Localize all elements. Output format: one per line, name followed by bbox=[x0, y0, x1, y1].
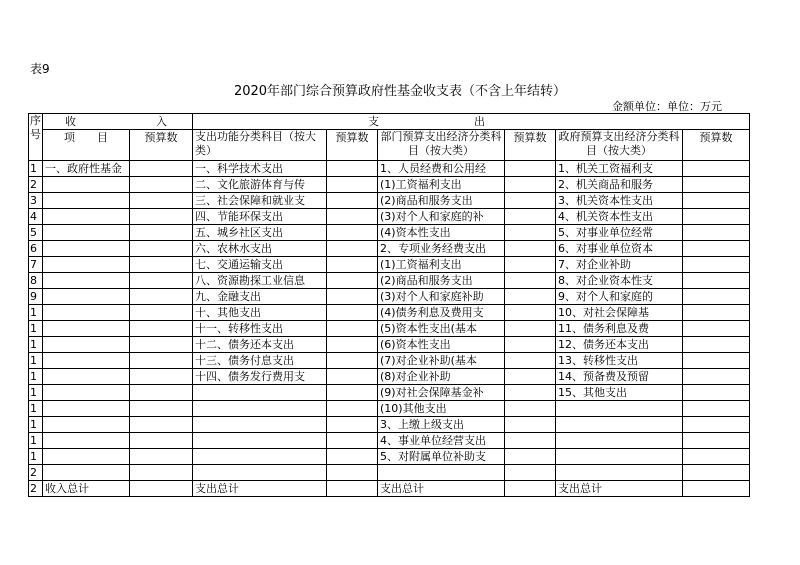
seq-cell: 9 bbox=[29, 289, 43, 305]
budget-cell bbox=[683, 273, 750, 289]
budget-cell bbox=[327, 417, 378, 433]
func-class-cell: 八、资源勘探工业信息 bbox=[193, 273, 327, 289]
budget-cell bbox=[683, 225, 750, 241]
budget-cell bbox=[505, 385, 556, 401]
table-row bbox=[29, 225, 750, 241]
table-row bbox=[29, 257, 750, 273]
item-cell bbox=[43, 321, 130, 337]
gov-econ-cell: 7、对企业补助 bbox=[556, 257, 683, 273]
dept-econ-cell: (1)工资福利支出 bbox=[378, 257, 505, 273]
gov-econ-cell: 12、债务还本支出 bbox=[556, 337, 683, 353]
budget-cell bbox=[683, 369, 750, 385]
budget-cell bbox=[683, 433, 750, 449]
budget-cell bbox=[683, 241, 750, 257]
gov-econ-cell: 1、机关工资福利支 bbox=[556, 161, 683, 177]
budget-header: 预算数 bbox=[505, 130, 556, 161]
budget-cell bbox=[327, 337, 378, 353]
budget-cell bbox=[505, 225, 556, 241]
gov-econ-cell: 4、机关资本性支出 bbox=[556, 209, 683, 225]
func-class-cell bbox=[193, 417, 327, 433]
table-row bbox=[29, 273, 750, 289]
budget-cell bbox=[683, 385, 750, 401]
budget-cell bbox=[683, 209, 750, 225]
item-cell bbox=[43, 177, 130, 193]
budget-cell bbox=[130, 209, 193, 225]
budget-cell bbox=[130, 433, 193, 449]
budget-cell bbox=[505, 417, 556, 433]
budget-table bbox=[28, 113, 750, 497]
budget-cell bbox=[327, 161, 378, 177]
table-row bbox=[29, 241, 750, 257]
budget-cell bbox=[130, 417, 193, 433]
func-class-cell: 十三、债务付息支出 bbox=[193, 353, 327, 369]
seq-cell: 8 bbox=[29, 273, 43, 289]
seq-cell: 4 bbox=[29, 209, 43, 225]
budget-cell bbox=[683, 305, 750, 321]
budget-cell bbox=[505, 177, 556, 193]
gov-econ-cell: 10、对社会保障基 bbox=[556, 305, 683, 321]
gov-econ-header: 政府预算支出经济分类科目（按大类） bbox=[556, 130, 683, 161]
budget-cell bbox=[327, 225, 378, 241]
seq-cell: 2 bbox=[29, 481, 43, 497]
seq-cell: 3 bbox=[29, 193, 43, 209]
budget-cell bbox=[505, 193, 556, 209]
table-row bbox=[29, 161, 750, 177]
dept-econ-cell: 4、事业单位经营支出 bbox=[378, 433, 505, 449]
item-cell bbox=[43, 433, 130, 449]
func-class-cell: 十四、债务发行费用支 bbox=[193, 369, 327, 385]
gov-econ-cell: 2、机关商品和服务 bbox=[556, 177, 683, 193]
func-class-cell: 一、科学技术支出 bbox=[193, 161, 327, 177]
item-cell bbox=[43, 401, 130, 417]
budget-cell bbox=[327, 433, 378, 449]
func-class-cell bbox=[193, 465, 327, 481]
budget-cell bbox=[505, 369, 556, 385]
dept-econ-cell: (4)资本性支出 bbox=[378, 225, 505, 241]
budget-cell bbox=[505, 289, 556, 305]
gov-econ-cell bbox=[556, 465, 683, 481]
func-class-cell: 六、农林水支出 bbox=[193, 241, 327, 257]
budget-cell bbox=[327, 353, 378, 369]
table-row bbox=[29, 465, 750, 481]
item-cell bbox=[43, 273, 130, 289]
func-class-cell: 十、其他支出 bbox=[193, 305, 327, 321]
func-class-cell: 二、文化旅游体育与传 bbox=[193, 177, 327, 193]
budget-cell bbox=[130, 353, 193, 369]
budget-cell bbox=[130, 177, 193, 193]
item-cell bbox=[43, 225, 130, 241]
dept-econ-cell: (1)工资福利支出 bbox=[378, 177, 505, 193]
budget-cell bbox=[683, 481, 750, 497]
func-class-cell bbox=[193, 401, 327, 417]
item-cell bbox=[43, 385, 130, 401]
expense-header: 支 出 bbox=[193, 114, 750, 130]
gov-econ-cell: 13、转移性支出 bbox=[556, 353, 683, 369]
dept-econ-cell: 5、对附属单位补助支 bbox=[378, 449, 505, 465]
dept-econ-cell: (2)商品和服务支出 bbox=[378, 273, 505, 289]
seq-cell: 1 bbox=[29, 401, 43, 417]
item-cell bbox=[43, 305, 130, 321]
dept-econ-cell bbox=[378, 465, 505, 481]
dept-econ-cell: (3)对个人和家庭补助 bbox=[378, 289, 505, 305]
budget-cell bbox=[327, 321, 378, 337]
header-row-2 bbox=[29, 130, 750, 161]
table-row bbox=[29, 369, 750, 385]
budget-cell bbox=[683, 465, 750, 481]
func-class-cell: 五、城乡社区支出 bbox=[193, 225, 327, 241]
dept-econ-cell: (3)对个人和家庭的补 bbox=[378, 209, 505, 225]
func-class-cell bbox=[193, 433, 327, 449]
func-class-cell: 九、金融支出 bbox=[193, 289, 327, 305]
table-row bbox=[29, 209, 750, 225]
budget-cell bbox=[327, 289, 378, 305]
seq-cell: 1 bbox=[29, 321, 43, 337]
dept-econ-cell: (6)资本性支出 bbox=[378, 337, 505, 353]
budget-header: 预算数 bbox=[130, 130, 193, 161]
budget-cell bbox=[327, 305, 378, 321]
table-row bbox=[29, 305, 750, 321]
item-cell bbox=[43, 465, 130, 481]
seq-cell: 7 bbox=[29, 257, 43, 273]
totals-row bbox=[29, 481, 750, 497]
table-row bbox=[29, 385, 750, 401]
gov-econ-cell: 9、对个人和家庭的 bbox=[556, 289, 683, 305]
budget-cell bbox=[683, 353, 750, 369]
seq-cell: 5 bbox=[29, 225, 43, 241]
budget-cell bbox=[327, 177, 378, 193]
budget-cell bbox=[505, 433, 556, 449]
item-cell bbox=[43, 369, 130, 385]
budget-cell bbox=[130, 401, 193, 417]
dept-econ-cell: (10)其他支出 bbox=[378, 401, 505, 417]
gov-econ-cell: 14、预备费及预留 bbox=[556, 369, 683, 385]
budget-cell bbox=[130, 289, 193, 305]
item-cell: 一、政府性基金 bbox=[43, 161, 130, 177]
budget-cell bbox=[505, 241, 556, 257]
budget-cell bbox=[505, 401, 556, 417]
seq-cell: 1 bbox=[29, 433, 43, 449]
table-row bbox=[29, 433, 750, 449]
item-cell bbox=[43, 193, 130, 209]
budget-cell bbox=[327, 385, 378, 401]
dept-econ-cell: (7)对企业补助(基本 bbox=[378, 353, 505, 369]
budget-cell bbox=[683, 449, 750, 465]
budget-cell bbox=[505, 273, 556, 289]
budget-cell bbox=[327, 449, 378, 465]
income-header: 收 入 bbox=[43, 114, 193, 130]
expense-total-label: 支出总计 bbox=[556, 481, 683, 497]
seq-header: 序号 bbox=[29, 114, 43, 161]
table-number: 表9 bbox=[30, 62, 50, 76]
budget-cell bbox=[505, 337, 556, 353]
budget-cell bbox=[327, 369, 378, 385]
budget-cell bbox=[683, 289, 750, 305]
budget-cell bbox=[130, 241, 193, 257]
gov-econ-cell: 6、对事业单位资本 bbox=[556, 241, 683, 257]
budget-cell bbox=[683, 257, 750, 273]
budget-cell bbox=[327, 193, 378, 209]
table-row bbox=[29, 353, 750, 369]
dept-econ-cell: 3、上缴上级支出 bbox=[378, 417, 505, 433]
dept-econ-cell: (4)债务利息及费用支 bbox=[378, 305, 505, 321]
budget-cell bbox=[130, 193, 193, 209]
budget-header: 预算数 bbox=[683, 130, 750, 161]
item-cell bbox=[43, 449, 130, 465]
budget-cell bbox=[130, 465, 193, 481]
budget-cell bbox=[130, 481, 193, 497]
seq-cell: 1 bbox=[29, 161, 43, 177]
item-cell bbox=[43, 257, 130, 273]
budget-cell bbox=[327, 401, 378, 417]
budget-cell bbox=[327, 257, 378, 273]
budget-cell bbox=[130, 337, 193, 353]
gov-econ-cell bbox=[556, 433, 683, 449]
table-row bbox=[29, 321, 750, 337]
budget-cell bbox=[130, 161, 193, 177]
func-class-cell: 三、社会保障和就业支 bbox=[193, 193, 327, 209]
table-row bbox=[29, 449, 750, 465]
budget-cell bbox=[683, 193, 750, 209]
budget-cell bbox=[327, 481, 378, 497]
page-title: 2020年部门综合预算政府性基金收支表（不含上年结转） bbox=[233, 84, 567, 99]
amount-unit: 金额单位：单位：万元 bbox=[612, 100, 722, 113]
seq-cell: 1 bbox=[29, 417, 43, 433]
budget-cell bbox=[130, 273, 193, 289]
budget-cell bbox=[327, 465, 378, 481]
dept-econ-header: 部门预算支出经济分类科目（按大类） bbox=[378, 130, 505, 161]
budget-cell bbox=[130, 369, 193, 385]
table-row bbox=[29, 417, 750, 433]
budget-cell bbox=[683, 401, 750, 417]
budget-cell bbox=[327, 241, 378, 257]
expense-total-label: 支出总计 bbox=[193, 481, 327, 497]
seq-cell: 1 bbox=[29, 353, 43, 369]
budget-header: 预算数 bbox=[327, 130, 378, 161]
func-class-header: 支出功能分类科目（按大类） bbox=[193, 130, 327, 161]
gov-econ-cell: 8、对企业资本性支 bbox=[556, 273, 683, 289]
gov-econ-cell: 3、机关资本性支出 bbox=[556, 193, 683, 209]
func-class-cell: 七、交通运输支出 bbox=[193, 257, 327, 273]
budget-cell bbox=[505, 449, 556, 465]
gov-econ-cell: 11、债务利息及费 bbox=[556, 321, 683, 337]
seq-cell: 6 bbox=[29, 241, 43, 257]
gov-econ-cell bbox=[556, 417, 683, 433]
budget-cell bbox=[130, 321, 193, 337]
table-row bbox=[29, 193, 750, 209]
budget-cell bbox=[683, 417, 750, 433]
budget-cell bbox=[130, 257, 193, 273]
item-header: 项 目 bbox=[43, 130, 130, 161]
seq-cell: 1 bbox=[29, 337, 43, 353]
func-class-cell: 十二、债务还本支出 bbox=[193, 337, 327, 353]
dept-econ-cell: (2)商品和服务支出 bbox=[378, 193, 505, 209]
item-cell bbox=[43, 337, 130, 353]
gov-econ-cell: 5、对事业单位经常 bbox=[556, 225, 683, 241]
seq-cell: 1 bbox=[29, 369, 43, 385]
table-row bbox=[29, 337, 750, 353]
budget-cell bbox=[683, 321, 750, 337]
item-cell bbox=[43, 209, 130, 225]
dept-econ-cell: (8)对企业补助 bbox=[378, 369, 505, 385]
seq-cell: 1 bbox=[29, 305, 43, 321]
table-row bbox=[29, 177, 750, 193]
seq-cell: 2 bbox=[29, 177, 43, 193]
budget-cell bbox=[505, 353, 556, 369]
seq-cell: 1 bbox=[29, 385, 43, 401]
budget-cell bbox=[505, 465, 556, 481]
budget-cell bbox=[327, 273, 378, 289]
dept-econ-cell: (5)资本性支出(基本 bbox=[378, 321, 505, 337]
header-row-1 bbox=[29, 114, 750, 130]
gov-econ-cell bbox=[556, 401, 683, 417]
budget-cell bbox=[130, 225, 193, 241]
seq-cell: 2 bbox=[29, 465, 43, 481]
func-class-cell bbox=[193, 449, 327, 465]
seq-cell: 1 bbox=[29, 449, 43, 465]
budget-cell bbox=[683, 337, 750, 353]
item-cell bbox=[43, 353, 130, 369]
gov-econ-cell: 15、其他支出 bbox=[556, 385, 683, 401]
gov-econ-cell bbox=[556, 449, 683, 465]
table-row bbox=[29, 401, 750, 417]
budget-cell bbox=[683, 177, 750, 193]
budget-cell bbox=[505, 481, 556, 497]
dept-econ-cell: (9)对社会保障基金补 bbox=[378, 385, 505, 401]
expense-total-label: 支出总计 bbox=[378, 481, 505, 497]
item-cell bbox=[43, 417, 130, 433]
budget-cell bbox=[505, 305, 556, 321]
budget-cell bbox=[505, 161, 556, 177]
dept-econ-cell: 1、人员经费和公用经 bbox=[378, 161, 505, 177]
budget-cell bbox=[505, 257, 556, 273]
budget-cell bbox=[505, 209, 556, 225]
budget-cell bbox=[505, 321, 556, 337]
func-class-cell: 四、节能环保支出 bbox=[193, 209, 327, 225]
item-cell bbox=[43, 241, 130, 257]
budget-cell bbox=[130, 385, 193, 401]
budget-cell bbox=[130, 305, 193, 321]
func-class-cell bbox=[193, 385, 327, 401]
table-row bbox=[29, 289, 750, 305]
dept-econ-cell: 2、专项业务经费支出 bbox=[378, 241, 505, 257]
budget-cell bbox=[327, 209, 378, 225]
item-cell bbox=[43, 289, 130, 305]
budget-cell bbox=[130, 449, 193, 465]
income-total-label: 收入总计 bbox=[43, 481, 130, 497]
budget-cell bbox=[683, 161, 750, 177]
func-class-cell: 十一、转移性支出 bbox=[193, 321, 327, 337]
